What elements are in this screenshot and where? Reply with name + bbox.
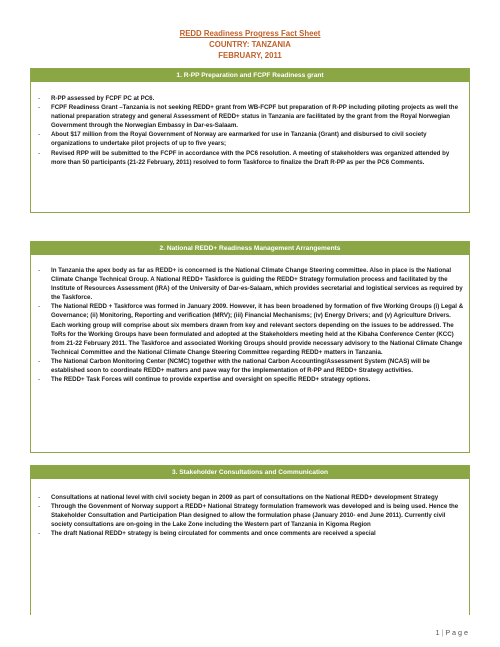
bullet-dash: -: [38, 357, 41, 365]
page-number: 1: [435, 628, 440, 637]
section-heading: 3. Stakeholder Consultations and Communication: [31, 466, 469, 479]
bullet-text: The draft National REDD+ strategy is being circulated for comments and once comments are received a special: [51, 530, 376, 538]
list-item: [35, 302, 465, 357]
section-heading: 1. R-PP Preparation and FCPF Readiness grant: [31, 69, 469, 82]
bullet-dash: -: [38, 376, 41, 384]
bullet-list: [35, 493, 465, 538]
footer-separator: |: [441, 628, 444, 637]
bullet-dash: -: [38, 131, 41, 139]
bullet-text: Consultations at national level with civil society began in 2009 as part of consultations on the National REDD+ development Strategy: [51, 494, 439, 501]
bullet-dash: -: [38, 104, 41, 112]
bullet-text: The National REDD + Taskforce was formed in January 2009. However, it has been broadened by formation of five Working Groups (i) Legal & Governance; (ii) Monitoring, Reporting and verification (MRV); (iii) Financial Mechanisms; (iv) Energy Drivers; and (v) Agriculture Drivers. Each working group will comprise about six members drawn from key and relevant sectors depending on the issues to be addressed. The ToRs for the Working Groups have been formulated and adopted at the Stakeholders meeting held at the Kibaha Conference Center (KCC) from 21-22 February 2011. The Taskforce and associated Working Groups should provide necessary advisory to the National Climate Change Technical Committee and the National Climate Change Steering Committee regarding REDD+ matters in Tanzania.: [51, 303, 464, 356]
bullet-dash: -: [38, 303, 41, 311]
bullet-dash: -: [38, 503, 41, 511]
bullet-text: Revised RPP will be submitted to the FCPF in accordance with the PC6 resolution. A meeting of stakeholders was organized attended by more than 50 participants (21-22 February, 2011) resolved to form Taskforce to finalize the Draft R-PP as per the PC6 Comments.: [51, 149, 450, 166]
bullet-text: In Tanzania the apex body as far as REDD+ is concerned is the National Climate Change Steering committee. Also in place is the National Climate Change Technical Group. A National REDD+ Taskforce is guiding the REDD+ Strategy formulation process and facilitated by the Institute of Resources Assessment (IRA) of the University of Dar-es-Salaam, which provides secretarial and logistical services as required by the Taskforce.: [51, 267, 463, 302]
page-footer: [435, 628, 468, 637]
section-rpp-preparation: [30, 68, 470, 213]
bullet-text: FCPF Readiness Grant –Tanzania is not seeking REDD+ grant from WB-FCPF but preparation of R-PP including piloting projects as well the national preparation strategy and general Assessment of REDD+ status in Tanzania are facilitated by the grant from the Royal Norwegian Government through the Norwegian Embassy in Dar-es-Salaam.: [51, 104, 458, 130]
bullet-dash: -: [38, 267, 41, 274]
section-heading: 2. National REDD+ Readiness Management Arrangements: [31, 242, 469, 255]
page-label: P a g e: [445, 628, 468, 637]
section-management-arrangements: [30, 241, 470, 453]
list-item: [35, 357, 465, 375]
date-heading: FEBRUARY, 2011: [218, 51, 282, 60]
list-item: [35, 502, 465, 529]
bullet-dash: -: [38, 494, 41, 501]
list-item: [35, 130, 465, 148]
bullet-dash: -: [38, 530, 41, 538]
list-item: [35, 529, 465, 538]
bullet-text: The REDD+ Task Forces will continue to provide expertise and oversight on specific REDD+ strategy options.: [51, 376, 371, 384]
bullet-text: R-PP assessed by FCPF PC at PC6.: [51, 95, 155, 102]
country-heading: COUNTRY: TANZANIA: [209, 40, 291, 49]
list-item: [35, 94, 465, 103]
list-item: [35, 375, 465, 384]
bullet-text: The National Carbon Monitoring Center (NCMC) together with the national Carbon Accounting/Assessment System (NCAS) will be established soon to coordinate REDD+ matters and pave way for the implementation of R-PP and REDD+ Strategy activities.: [51, 357, 430, 375]
section-stakeholder-consultations: [30, 465, 470, 615]
bullet-list: [35, 266, 465, 384]
bullet-dash: -: [38, 149, 41, 157]
list-item: [35, 493, 465, 502]
bullet-dash: -: [38, 95, 41, 102]
document-title: REDD Readiness Progress Fact Sheet: [179, 29, 321, 38]
list-item: [35, 103, 465, 130]
list-item: [35, 149, 465, 167]
bullet-list: [35, 94, 465, 167]
bullet-text: About $17 million from the Royal Government of Norway are earmarked for use in Tanzania (Grant) and disbursed to civil society organizations to undertake pilot projects of up to five years;: [51, 131, 427, 148]
bullet-text: Through the Govenment of Norway support a REDD+ National Strategy formulation framework was developed and is being used. Hence the Stakeholder Consultation and Participation Plan designed to allow the formulation phase (January 2010- end June 2011). Currently civil society consultations are on-going in the Lake Zone including the Western part of Tanzania in Kigoma Region: [51, 503, 459, 529]
list-item: [35, 266, 465, 302]
